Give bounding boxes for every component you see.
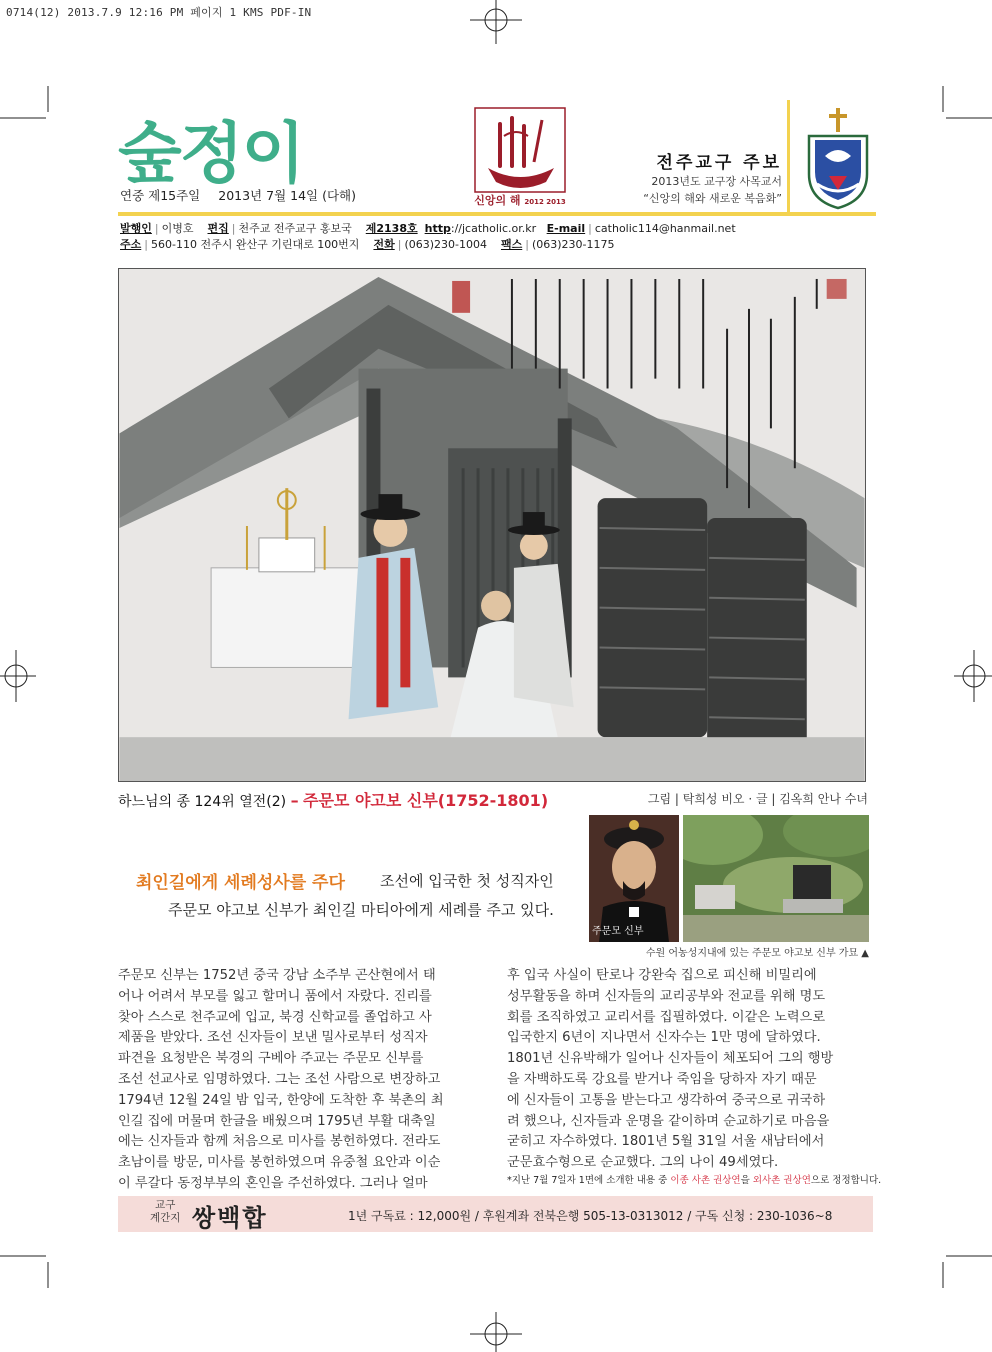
body-line: 제품을 받았다. 조선 신자들이 보낸 밀사로부터 성직자 [118, 1030, 428, 1046]
correction-note [507, 1172, 882, 1186]
series-label: 하느님의 종 124위 열전(2) [118, 794, 287, 810]
phone-label: 전화 [373, 238, 395, 251]
baptism-painting [118, 268, 866, 782]
corner-mark-bottom-right [940, 1248, 992, 1288]
body-line: 1794년 12월 24일 밤 입국, 한양에 도착한 후 북촌의 최 [118, 1092, 444, 1108]
article-subject: 주문모 야고보 신부(1752-1801) [303, 791, 549, 810]
website-url[interactable]: ://jcatholic.or.kr [450, 222, 537, 235]
info-line-2: 주소 | 560-110 전주시 완산구 기린대로 100번지 전화 | (063)230-1004 팩스 | (063)230-1175 [120, 238, 615, 251]
edition-week: 연중 제15주일 [120, 188, 201, 203]
body-line: 에는 신자들과 함께 처음으로 미사를 봉헌하였다. 전라도 [118, 1134, 441, 1150]
body-line: 군문효수형으로 순교했다. 그의 나이 49세였다. [507, 1155, 779, 1171]
motto-line-2: “신앙의 해와 새로운 복음화” [643, 192, 782, 205]
motto-line-1: 2013년도 교구장 사목교서 [651, 175, 782, 188]
note-prefix: *지난 7월 7일자 1면에 소개한 내용 중 [507, 1175, 671, 1186]
subscription-info: 1년 구독료 : 12,000원 / 후원계좌 전북은행 505-13-0313012 / 구독 신청 : 230-1036~8 [348, 1209, 833, 1223]
body-line: 파견을 요청받은 북경의 구베아 주교는 주문모 신부를 [118, 1051, 424, 1067]
edition-line [120, 186, 370, 204]
print-header: 0714(12) 2013.7.9 12:16 PM 페이지 1 KMS PDF-IN [6, 6, 312, 19]
editor: 천주교 전주교구 홍보국 [238, 222, 352, 235]
footer-magazine-type [150, 1199, 180, 1225]
body-line: 인길 집에 머물며 한글을 배웠으며 1795년 부활 대축일 [118, 1113, 436, 1129]
crop-mark-top [470, 0, 522, 44]
body-line: 이 루갈다 동정부부의 혼인을 주선하였다. 그러나 얼마 [118, 1175, 428, 1191]
editor-label: 편집 [207, 222, 229, 235]
http-label: http [424, 222, 451, 235]
emblem-caption-text: 신앙의 해 [474, 194, 521, 207]
footer-small-1: 교구 [155, 1199, 176, 1211]
diocese-coat-of-arms-icon [803, 106, 873, 210]
body-line: 주문모 신부는 1752년 중국 강남 소주부 곤산현에서 태 [118, 968, 436, 983]
article-body-right-column [507, 966, 869, 1174]
fax: (063)230-1175 [531, 238, 615, 251]
issue-number: 제2138호 [365, 222, 418, 235]
masthead-yellow-rule-vertical [787, 100, 790, 212]
emblem-caption [470, 192, 570, 208]
article-series-heading [118, 788, 548, 811]
crop-mark-bottom [470, 1312, 522, 1352]
series-dash: – [290, 791, 299, 810]
corner-mark-top-left [0, 86, 50, 126]
weekly-title: 전주교구 주보 [656, 153, 782, 173]
address-label: 주소 [120, 238, 142, 251]
footer-small-2: 계간지 [150, 1212, 181, 1224]
masthead-title: 숲정이 [118, 115, 304, 192]
body-line: 성무활동을 하며 신자들의 교리공부와 전교를 위해 명도 [507, 988, 826, 1004]
body-line: 을 자백하도록 강요를 받거나 죽임을 당하자 자기 때문 [507, 1071, 817, 1087]
fax-label: 팩스 [500, 238, 523, 251]
corner-mark-bottom-left [0, 1248, 50, 1288]
tomb-photo [683, 815, 869, 942]
publisher: 이병호 [161, 222, 194, 235]
magazine-brand: 쌍백합 [192, 1203, 268, 1232]
body-line: 초남이를 방문, 미사를 봉헌하였으며 유중철 요안과 이순 [118, 1155, 441, 1171]
painting-caption-text: 조선에 입국한 첫 성직자인 [380, 872, 554, 890]
publisher-label: 발행인 [120, 222, 152, 235]
body-line: 찾아 스스로 천주교에 입교, 북경 신학교를 졸업하고 사 [118, 1009, 432, 1025]
body-line: 어나 어려서 부모를 잃고 할머니 품에서 자랐다. 진리를 [118, 988, 432, 1004]
email-address[interactable]: catholic114@hanmail.net [594, 222, 736, 235]
note-mid: 을 [740, 1175, 753, 1186]
info-line-1: 발행인 | 이병호 편집 | 천주교 전주교구 홍보국 제2138호 http://jcatholic.or.kr E-mail | catholic114@hanmail.net [120, 222, 736, 235]
body-line: 회를 조직하였고 교리서를 집필하였다. 이같은 노력으로 [507, 1009, 826, 1025]
painting-caption-line-2: 주문모 야고보 신부가 최인길 마티아에게 세례를 주고 있다. [168, 901, 554, 919]
portrait-label: 주문모 신부 [592, 926, 644, 937]
crop-mark-left [0, 650, 36, 702]
painting-caption-headline: 최인길에게 세례성사를 주다 [136, 873, 345, 893]
body-line: 려 했으나, 신자들과 운명을 같이하며 순교하기로 마음을 [507, 1113, 830, 1129]
corner-mark-top-right [940, 86, 992, 126]
note-correct-name: 외사촌 권상연 [752, 1175, 811, 1186]
emblem-years: 2012 2013 [524, 198, 566, 206]
article-body-left-column [118, 966, 480, 1195]
address: 560-110 전주시 완산구 기린대로 100번지 [150, 238, 360, 251]
body-line: 에 신자들이 고통을 받는다고 생각하여 중국으로 귀국하 [507, 1092, 826, 1108]
body-line: 후 입국 사실이 탄로나 강완숙 집으로 피신해 비밀리에 [507, 968, 817, 983]
email-label: E-mail [546, 222, 586, 235]
phone: (063)230-1004 [404, 238, 487, 251]
masthead-yellow-rule [118, 212, 876, 216]
body-line: 입국한지 6년이 지나면서 신자수는 1만 명에 달하였다. [507, 1030, 821, 1046]
edition-date: 2013년 7월 14일 (다해) [218, 188, 356, 203]
tomb-photo-caption: 수원 어농성지내에 있는 주문모 야고보 신부 가묘 ▲ [645, 948, 869, 959]
body-line: 조선 선교사로 임명하였다. 그는 조선 사람으로 변장하고 [118, 1071, 441, 1087]
article-credits: 그림 | 탁희성 비오 · 글 | 김옥희 안나 수녀 [647, 792, 868, 806]
note-wrong-name: 이종 사촌 권상연 [670, 1175, 741, 1186]
crop-mark-right [954, 650, 992, 702]
body-line: 굳히고 자수하였다. 1801년 5월 31일 서울 새남터에서 [507, 1134, 825, 1150]
body-line: 1801년 신유박해가 일어나 신자들이 체포되어 그의 행방 [507, 1051, 834, 1067]
note-suffix: 으로 정정합니다. [810, 1175, 882, 1186]
